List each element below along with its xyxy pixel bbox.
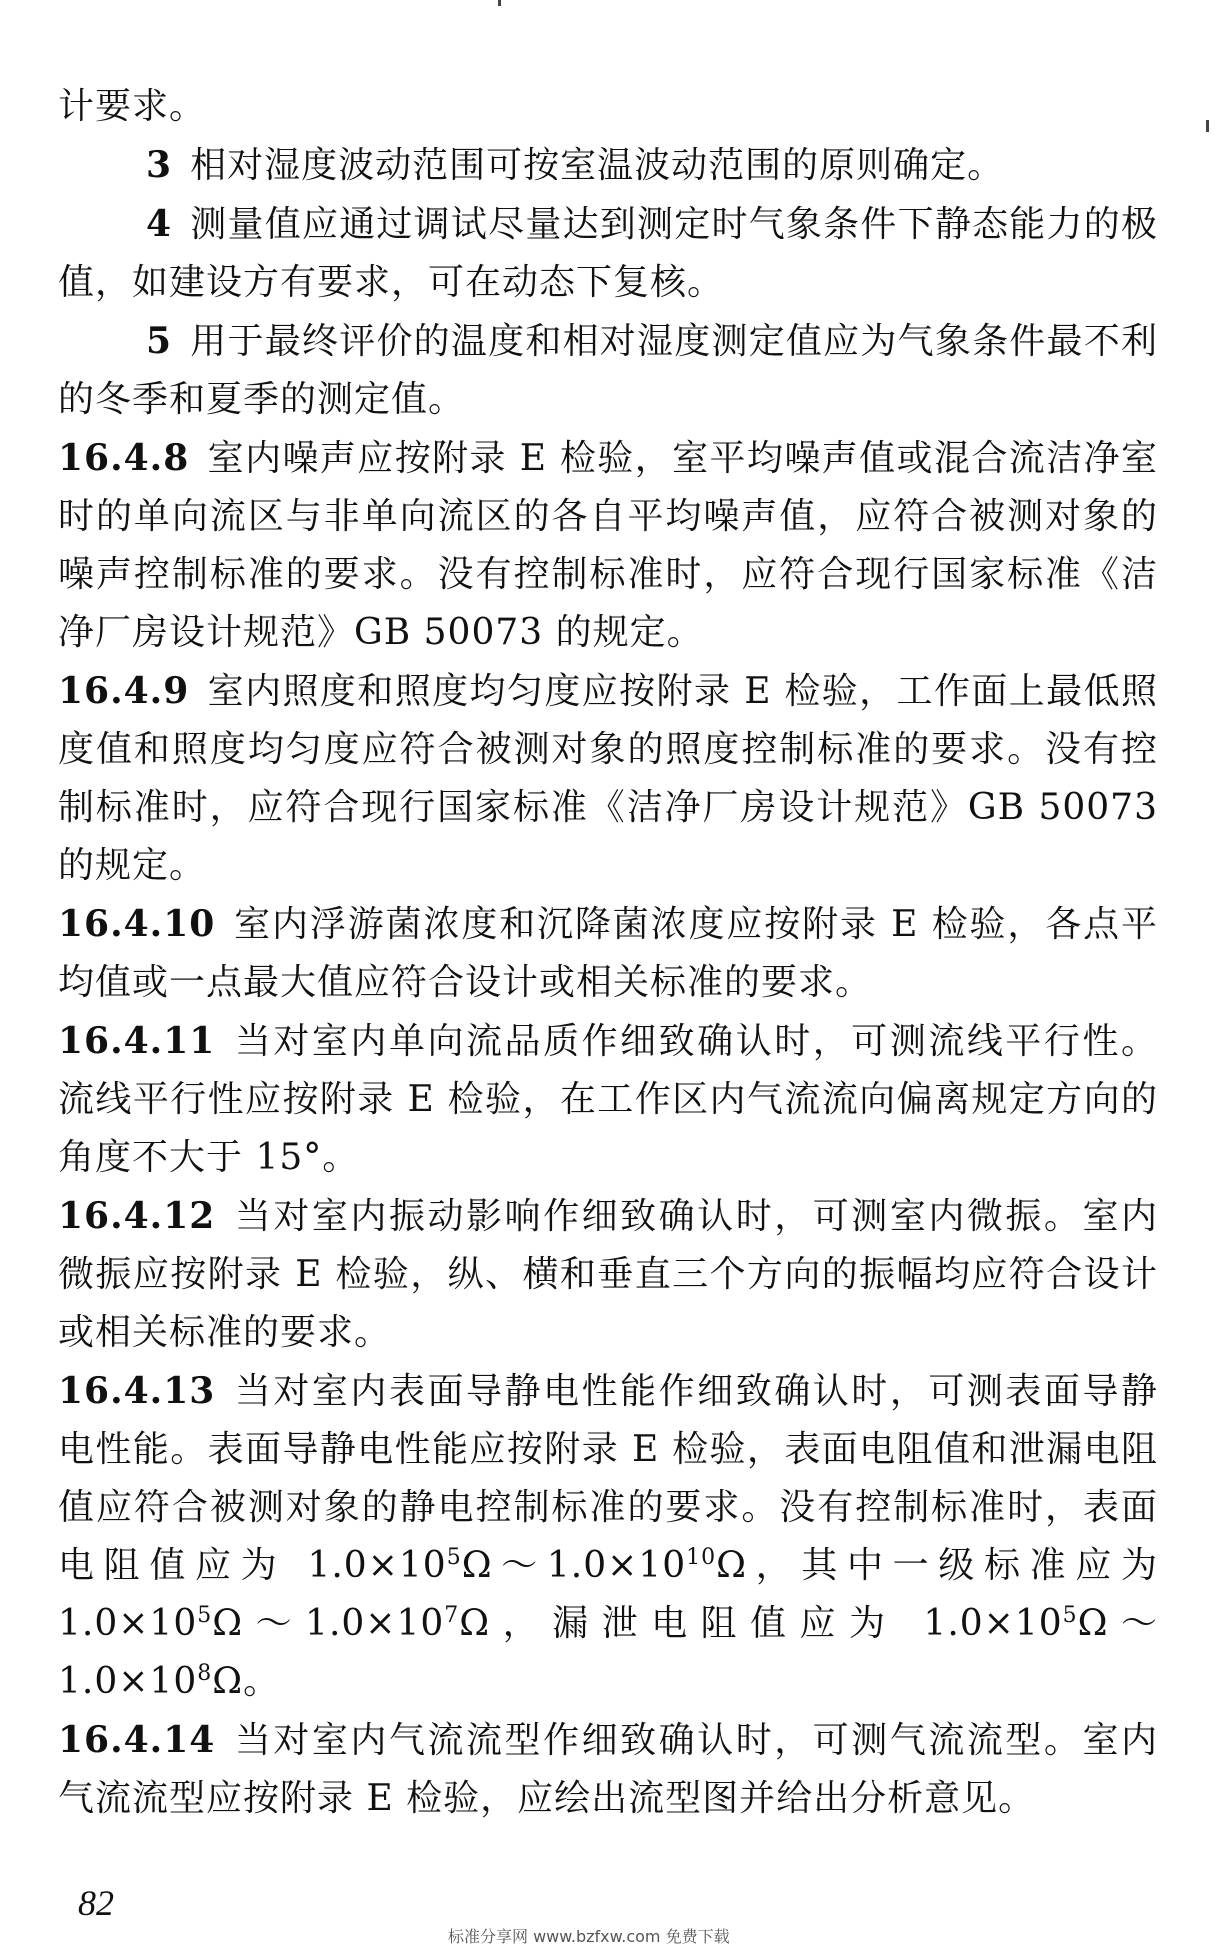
clause: [58, 1187, 1158, 1362]
clause: [58, 895, 1158, 1012]
clause-number: 16.4.14: [58, 1719, 216, 1761]
clause-text: 当对室内气流流型作细致确认时，可测气流流型。室内气流流型应按附录 E 检验，应绘出流型图并给出分析意见。: [58, 1720, 1158, 1819]
clause-text: 当对室内表面导静电性能作细致确认时，可测表面导静电性能。表面导静电性能应按附录 E 检验，表面电阻值和泄漏电阻值应符合被测对象的静电控制标准的要求。没有控制标准时，表面电阻值应为 1.0×10: [58, 1371, 1158, 1586]
paragraph: [58, 312, 1158, 429]
paragraph-text: 用于最终评价的温度和相对湿度测定值应为气象条件最不利的冬季和夏季的测定值。: [58, 321, 1158, 420]
page-number: 82: [78, 1883, 114, 1923]
exponent: 8: [197, 1661, 213, 1686]
clause-text: 室内照度和照度均匀度应按附录 E 检验，工作面上最低照度值和照度均匀度应符合被测对象的照度控制标准的要求。没有控制标准时，应符合现行国家标准《洁净厂房设计规范》GB 50073 的规定。: [58, 671, 1158, 886]
clause-number: 16.4.13: [58, 1370, 216, 1412]
paragraph-text: 相对湿度波动范围可按室温波动范围的原则确定。: [190, 145, 1005, 186]
clause-text: 当对室内振动影响作细致确认时，可测室内微振。室内微振应按附录 E 检验，纵、横和垂直三个方向的振幅均应符合设计或相关标准的要求。: [58, 1196, 1158, 1353]
paragraph: [58, 195, 1158, 312]
clause-text: Ω，其中一级标准应为 1.0×10: [58, 1545, 1159, 1644]
clause: [58, 1711, 1158, 1828]
exponent: 7: [444, 1603, 460, 1628]
exponent: 10: [686, 1545, 717, 1570]
clause: [58, 429, 1158, 662]
clause-text: Ω～1.0×10: [212, 1603, 445, 1644]
clause-text: Ω。: [212, 1661, 281, 1702]
clause-number: 16.4.9: [58, 670, 190, 712]
clause: [58, 662, 1158, 895]
clause-number: 16.4.10: [58, 903, 216, 945]
clause: [58, 1012, 1158, 1187]
paragraph: [58, 78, 1158, 136]
clause-text: 室内浮游菌浓度和沉降菌浓度应按附录 E 检验，各点平均值或一点最大值应符合设计或相关标准的要求。: [58, 904, 1158, 1003]
clause-text: Ω，漏泄电阻值应为 1.0×10: [459, 1603, 1063, 1644]
clause-text: Ω～1.0×10: [58, 1603, 1158, 1702]
scan-mark: [1206, 120, 1209, 132]
clause: [58, 1362, 1158, 1711]
watermark-text: 标准分享网 www.bzfxw.com 免费下载: [448, 1927, 730, 1946]
paragraph-text: 计要求。: [58, 86, 207, 127]
clause-number: 16.4.8: [58, 437, 190, 479]
clause-number: 16.4.12: [58, 1195, 216, 1237]
clause-text: 室内噪声应按附录 E 检验，室平均噪声值或混合流洁净室时的单向流区与非单向流区的各自平均噪声值，应符合被测对象的噪声控制标准的要求。没有控制标准时，应符合现行国家标准《洁净厂房设计规范》GB 50073 的规定。: [58, 438, 1158, 653]
clause-text: 当对室内单向流品质作细致确认时，可测流线平行性。流线平行性应按附录 E 检验，在工作区内气流流向偏离规定方向的角度不大于 15°。: [58, 1021, 1158, 1178]
item-number: 3: [146, 144, 173, 186]
exponent: 5: [1062, 1603, 1078, 1628]
clause-text: Ω～1.0×10: [461, 1545, 687, 1586]
exponent: 5: [197, 1603, 213, 1628]
clause-number: 16.4.11: [58, 1020, 216, 1062]
item-number: 5: [146, 320, 173, 362]
item-number: 4: [146, 203, 173, 245]
document-body: [58, 78, 1158, 1828]
paragraph: [58, 136, 1158, 195]
paragraph-text: 测量值应通过调试尽量达到测定时气象条件下静态能力的极值，如建设方有要求，可在动态下复核。: [58, 204, 1158, 303]
scan-mark: [498, 0, 501, 6]
exponent: 5: [446, 1545, 462, 1570]
